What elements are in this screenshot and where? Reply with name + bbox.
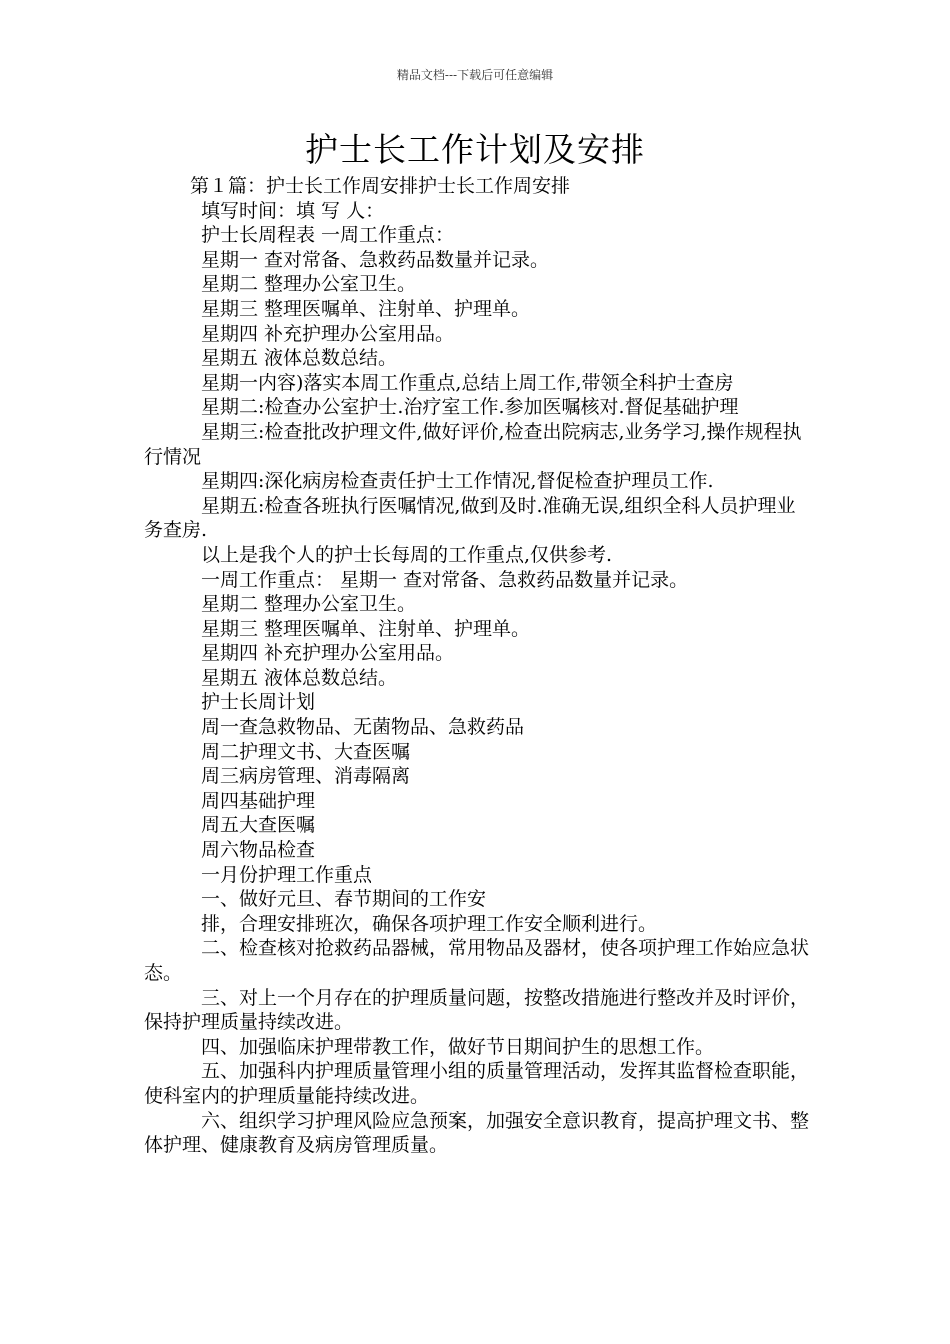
paragraph: 一月份护理工作重点 — [201, 863, 373, 886]
paragraph: 星期三 整理医嘱单、注射单、护理单。 — [201, 617, 531, 640]
paragraph: 星期三 整理医嘱单、注射单、护理单。 — [201, 297, 531, 320]
paragraph: 周二护理文书、大查医嘱 — [201, 740, 411, 763]
paragraph: 星期四:深化病房检查责任护士工作情况,督促检查护理员工作. — [201, 470, 714, 493]
paragraph: 以上是我个人的护士长每周的工作重点,仅供参考. — [201, 543, 613, 566]
paragraph: 周五大查医嘱 — [201, 814, 316, 837]
paragraph: 护士长周计划 — [201, 691, 316, 714]
page-header: 精品文档---下载后可任意编辑 — [396, 68, 554, 82]
paragraph: 护士长周程表 一周工作重点： — [201, 224, 455, 247]
paragraph: 六、组织学习护理风险应急预案，加强安全意识教育，提高护理文书、整体护理、健康教育及病房管理质量。 — [144, 1109, 810, 1157]
paragraph: 周三病房管理、消毒隔离 — [201, 765, 411, 788]
paragraph: 星期五 液体总数总结。 — [201, 347, 398, 370]
paragraph: 星期五:检查各班执行医嘱情况,做到及时.准确无误,组织全科人员护理业务查房. — [144, 494, 796, 542]
paragraph: 星期二:检查办公室护士.治疗室工作.参加医嘱核对.督促基础护理 — [201, 396, 739, 419]
paragraph: 五、加强科内护理质量管理小组的质量管理活动，发挥其监督检查职能，使科室内的护理质量能持续改进。 — [144, 1060, 810, 1107]
paragraph: 星期一内容)落实本周工作重点,总结上周工作,带领全科护士查房 — [201, 371, 734, 394]
paragraph: 周六物品检查 — [201, 839, 316, 862]
paragraph: 第１篇：护士长工作周安排护士长工作周安排 — [190, 175, 571, 197]
paragraph: 星期四 补充护理办公室用品。 — [201, 642, 455, 665]
paragraph: 星期三:检查批改护理文件,做好评价,检查出院病志,业务学习,操作规程执行情况 — [144, 420, 802, 468]
paragraph: 三、对上一个月存在的护理质量问题，按整改措施进行整改并及时评价，保持护理质量持续改进。 — [144, 986, 810, 1034]
paragraph: 星期四 补充护理办公室用品。 — [201, 322, 455, 345]
paragraph: 一周工作重点： 星期一 查对常备、急救药品数量并记录。 — [201, 568, 689, 591]
paragraph: 二、检查核对抢救药品器械，常用物品及器材，使各项护理工作始应急状态。 — [144, 937, 810, 984]
paragraph: 星期五 液体总数总结。 — [201, 666, 398, 689]
paragraph: 四、加强临床护理带教工作，做好节日期间护生的思想工作。 — [201, 1035, 715, 1058]
paragraph: 星期一 查对常备、急救药品数量并记录。 — [201, 248, 550, 271]
paragraph: 排，合理安排班次，确保各项护理工作安全顺利进行。 — [201, 912, 658, 935]
document-body — [144, 174, 814, 1158]
document-title: 护士长工作计划及安排 — [305, 130, 645, 169]
paragraph: 一、做好元旦、春节期间的工作安 — [201, 888, 487, 911]
paragraph: 星期二 整理办公室卫生。 — [201, 593, 417, 616]
paragraph: 填写时间：填 写 人： — [201, 199, 385, 222]
paragraph: 星期二 整理办公室卫生。 — [201, 273, 417, 296]
paragraph: 周一查急救物品、无菌物品、急救药品 — [201, 716, 525, 739]
paragraph: 周四基础护理 — [201, 789, 316, 812]
